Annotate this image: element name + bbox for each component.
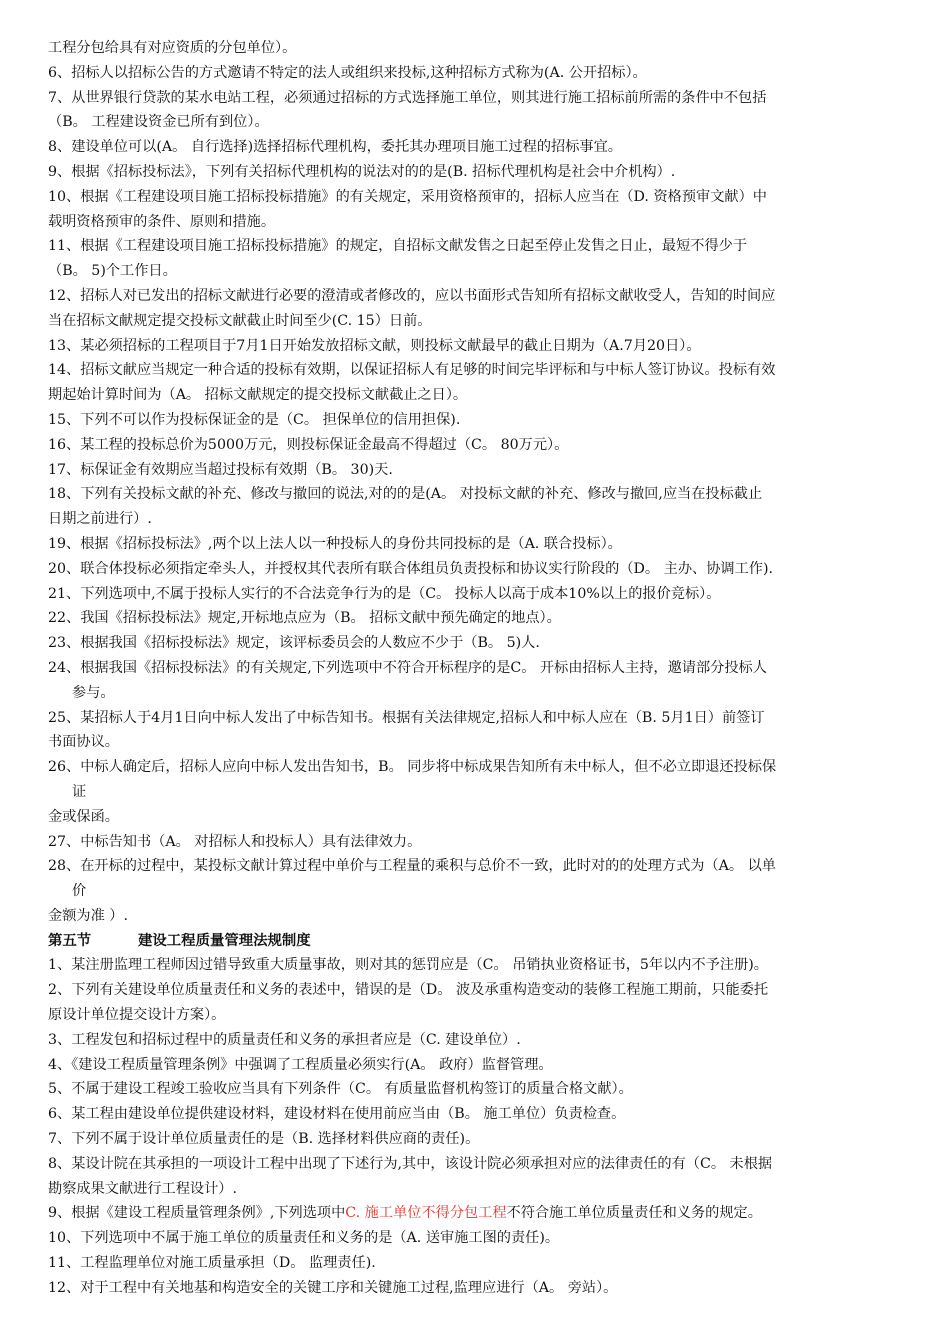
text-line: 10、根据《工程建设项目施工招标投标措施》的有关规定，采用资格预审的，招标人应当在（D. 资格预审文献）中	[48, 188, 767, 205]
text-line: 24、根据我国《招标投标法》的有关规定,下列选项中不符合开标程序的是C。 开标由招标人主持，邀请部分投标人	[48, 659, 767, 676]
text-line: 2、下列有关建设单位质量责任和义务的表述中，错误的是（D。 波及承重构造变动的装修工程施工期前，只能委托	[48, 982, 769, 999]
highlighted-answer: C. 施工单位不得分包工程	[345, 1205, 507, 1222]
question-25	[48, 706, 906, 756]
text-line: 日期之前进行）.	[48, 511, 152, 528]
text-line: 当在招标文献规定提交投标文献截止时间至少(C. 15）日前。	[48, 312, 432, 329]
text-line: 6、某工程由建设单位提供建设材料，建设材料在使用前应当由（B。 施工单位）负责检查。	[48, 1106, 626, 1123]
text-line: 价	[72, 883, 87, 900]
text-line: 12、对于工程中有关地基和构造安全的关键工序和关键施工过程,监理应进行（A。 旁站）。	[48, 1279, 618, 1296]
text-line: 13、某必须招标的工程项目于7月1日开始发放招标文献，则投标文献最早的截止日期为（A.7月20日）。	[48, 337, 701, 354]
text-line: （B。 5)个工作日。	[48, 263, 177, 280]
text-line: 25、某招标人于4月1日向中标人发出了中标告知书。根据有关法律规定,招标人和中标人应在（B. 5月1日）前签订	[48, 709, 765, 726]
text-line: 26、中标人确定后，招标人应向中标人发出告知书，B。 同步将中标成果告知所有未中标人，但不必立即退还投标保	[48, 759, 777, 776]
text-line: 参与。	[72, 684, 115, 701]
text-segment: 不符合施工单位质量责任和义务的规定。	[506, 1205, 762, 1222]
text-line: 10、下列选项中不属于施工单位的质量责任和义务的是（A. 送审施工图的责任)。	[48, 1230, 560, 1247]
text-line: 18、下列有关投标文献的补充、修改与撤回的说法,对的的是(A。 对投标文献的补充、修改与撤回,应当在投标截止	[48, 486, 763, 503]
text-line: 21、下列选项中,不属于投标人实行的不合法竞争行为的是（C。 投标人以高于成本10%以上的报价竞标）。	[48, 585, 721, 602]
text-line: 23、根据我国《招标投标法》规定，该评标委员会的人数应不少于（B。 5)人.	[48, 635, 540, 652]
question-9-line	[48, 1201, 906, 1226]
text-line: 勘察成果文献进行工程设计）.	[48, 1180, 237, 1197]
text-line: 11、根据《工程建设项目施工招标投标措施》的规定，自招标文献发售之日起至停止发售之日止，最短不得少于	[48, 238, 748, 255]
text-line: 金额为准 ）.	[48, 907, 128, 924]
text-line: 11、工程监理单位对施工质量承担（D。 监理责任).	[48, 1255, 376, 1272]
question-26	[48, 755, 906, 829]
text-line: 8、建设单位可以(A。 自行选择)选择招标代理机构，委托其办理项目施工过程的招标事宜。	[48, 139, 622, 156]
text-line: 8、某设计院在其承担的一项设计工程中出现了下述行为,其中，该设计院必须承担对应的法律责任的有（C。 未根据	[48, 1155, 773, 1172]
text-line: 9、根据《招标投标法》，下列有关招标代理机构的说法对的的是(B. 招标代理机构是社会中介机构）.	[48, 163, 676, 180]
text-line: 27、中标告知书（A。 对招标人和投标人）具有法律效力。	[48, 833, 422, 850]
text-line: 20、联合体投标必须指定牵头人，并授权其代表所有联合体组员负责投标和协议实行阶段的（D。 主办、协调工作).	[48, 560, 773, 577]
text-line: 28、在开标的过程中，某投标文献计算过程中单价与工程量的乘积与总价不一致，此时对的的处理方式为（A。 以单	[48, 858, 776, 875]
text-line: 证	[72, 783, 87, 800]
text-line: 期起始计算时间为（A。 招标文献规定的提交投标文献截止之日）。	[48, 387, 468, 404]
text-line: 1、某注册监理工程师因过错导致重大质量事故，则对其的惩罚应是（C。 吊销执业资格证书，5年以内不予注册)。	[48, 957, 768, 974]
text-line: 19、根据《招标投标法》,两个以上法人以一种投标人的身份共同投标的是（A. 联合投标）。	[48, 535, 622, 552]
question-24	[48, 656, 906, 706]
text-line: 7、从世界银行贷款的某水电站工程，必须通过招标的方式选择施工单位，则其进行施工招标前所需的条件中不包括	[48, 89, 767, 106]
text-line: 12、招标人对已发出的招标文献进行必要的澄清或者修改的，应以书面形式告知所有招标文献收受人，告知的时间应	[48, 287, 776, 304]
text-line: 16、某工程的投标总价为5000万元，则投标保证金最高不得超过（C。 80万元）。	[48, 436, 569, 453]
section-title: 建设工程质量管理法规制度	[138, 932, 311, 949]
section-number: 第五节	[48, 932, 92, 949]
text-line: （B。 工程建设资金已所有到位）。	[48, 114, 269, 131]
text-line: 书面协议。	[48, 734, 119, 751]
text-line: 工程分包给具有对应资质的分包单位）。	[48, 40, 297, 56]
text-line: 3、工程发包和招标过程中的质量责任和义务的承担者应是（C. 建设单位）.	[48, 1031, 521, 1048]
text-line: 15、下列不可以作为投标保证金的是（C。 担保单位的信用担保).	[48, 411, 461, 428]
text-line: 金或保函。	[48, 808, 119, 825]
text-segment: 9、根据《建设工程质量管理条例》,下列选项中	[48, 1205, 346, 1222]
text-line: 原设计单位提交设计方案）。	[48, 1007, 226, 1024]
text-line: 载明资格预审的条件、原则和措施。	[48, 213, 276, 230]
question-28	[48, 854, 906, 928]
section-heading	[48, 929, 906, 954]
text-line: 6、招标人以招标公告的方式邀请不特定的法人或组织来投标,这种招标方式称为(A. 公开招标）。	[48, 64, 647, 81]
text-line: 4、《建设工程质量管理条例》中强调了工程质量必须实行(A。 政府）监督管理。	[48, 1056, 553, 1073]
text-line: 22、我国《招标投标法》规定,开标地点应为（B。 招标文献中预先确定的地点）。	[48, 610, 561, 627]
text-line: 14、招标文献应当规定一种合适的投标有效期，以保证招标人有足够的时间完毕评标和与中标人签订协议。投标有效	[48, 362, 776, 379]
text-line: 7、下列不属于设计单位质量责任的是（B. 选择材料供应商的责任)。	[48, 1131, 480, 1148]
text-line: 17、标保证金有效期应当超过投标有效期（B。 30)天.	[48, 461, 393, 478]
text-line: 5、不属于建设工程竣工验收应当具有下列条件（C。 有质量监督机构签订的质量合格文献）。	[48, 1081, 633, 1098]
